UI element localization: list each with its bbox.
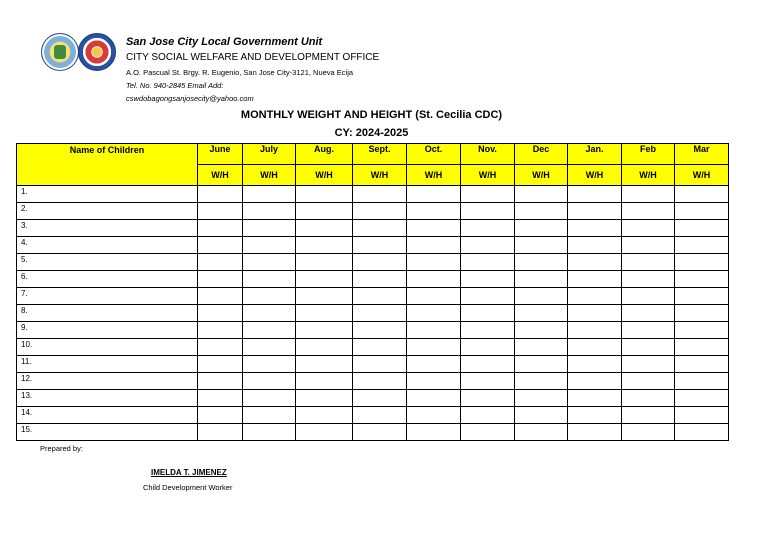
office-contact: Tel. No. 940-2845 Email Add: <box>126 81 224 90</box>
entry-cell[interactable] <box>243 237 296 254</box>
entry-cell[interactable] <box>568 186 622 203</box>
document-year: CY: 2024-2025 <box>334 127 409 139</box>
entry-cell[interactable] <box>515 373 568 390</box>
table-row <box>17 288 729 305</box>
entry-cell[interactable] <box>461 288 515 305</box>
row-number: 3. <box>17 220 198 237</box>
entry-cell[interactable] <box>407 322 461 339</box>
entry-cell[interactable] <box>353 424 407 441</box>
entry-cell[interactable] <box>407 356 461 373</box>
entry-cell[interactable] <box>622 390 675 407</box>
document-title: MONTHLY WEIGHT AND HEIGHT (St. Cecilia CDC) <box>240 109 503 121</box>
table-row <box>17 322 729 339</box>
row-number: 14. <box>17 407 198 424</box>
entry-cell[interactable] <box>296 186 353 203</box>
entry-cell[interactable] <box>296 220 353 237</box>
entry-cell[interactable] <box>243 322 296 339</box>
entry-cell[interactable] <box>198 203 243 220</box>
month-header-row <box>17 144 729 165</box>
entry-cell[interactable] <box>407 203 461 220</box>
month-header: July <box>243 144 296 165</box>
entry-cell[interactable] <box>622 203 675 220</box>
entry-cell[interactable] <box>622 339 675 356</box>
entry-cell[interactable] <box>515 305 568 322</box>
entry-cell[interactable] <box>461 339 515 356</box>
entry-cell[interactable] <box>407 220 461 237</box>
entry-cell[interactable] <box>198 305 243 322</box>
entry-cell[interactable] <box>296 322 353 339</box>
table-row <box>17 339 729 356</box>
entry-cell[interactable] <box>568 254 622 271</box>
entry-cell[interactable] <box>243 356 296 373</box>
entry-cell[interactable] <box>198 407 243 424</box>
entry-cell[interactable] <box>243 390 296 407</box>
entry-cell[interactable] <box>407 407 461 424</box>
entry-cell[interactable] <box>353 339 407 356</box>
month-header: Oct. <box>407 144 461 165</box>
city-seal-logo <box>41 33 79 71</box>
entry-cell[interactable] <box>515 288 568 305</box>
entry-cell[interactable] <box>198 339 243 356</box>
name-header: Name of Children <box>17 144 198 186</box>
entry-cell[interactable] <box>198 254 243 271</box>
entry-cell[interactable] <box>353 237 407 254</box>
row-number: 9. <box>17 322 198 339</box>
row-number: 11. <box>17 356 198 373</box>
wh-subheader: W/H <box>243 165 296 186</box>
entry-cell[interactable] <box>407 254 461 271</box>
entry-cell[interactable] <box>515 271 568 288</box>
entry-cell[interactable] <box>198 288 243 305</box>
entry-cell[interactable] <box>675 356 729 373</box>
entry-cell[interactable] <box>568 220 622 237</box>
entry-cell[interactable] <box>515 322 568 339</box>
entry-cell[interactable] <box>353 254 407 271</box>
table-row <box>17 424 729 441</box>
entry-cell[interactable] <box>243 339 296 356</box>
weight-height-table <box>16 143 729 441</box>
entry-cell[interactable] <box>296 356 353 373</box>
entry-cell[interactable] <box>198 373 243 390</box>
office-email: cswdobagongsanjosecity@yahoo.com <box>126 94 254 103</box>
entry-cell[interactable] <box>461 220 515 237</box>
cswdo-seal-logo <box>78 33 116 71</box>
row-number: 4. <box>17 237 198 254</box>
signatory-name: IMELDA T. JIMENEZ <box>151 468 227 477</box>
entry-cell[interactable] <box>675 339 729 356</box>
wh-subheader: W/H <box>296 165 353 186</box>
table-row <box>17 390 729 407</box>
entry-cell[interactable] <box>353 186 407 203</box>
row-number: 6. <box>17 271 198 288</box>
table-row <box>17 203 729 220</box>
entry-cell[interactable] <box>675 407 729 424</box>
table-row <box>17 356 729 373</box>
entry-cell[interactable] <box>568 407 622 424</box>
entry-cell[interactable] <box>461 373 515 390</box>
entry-cell[interactable] <box>461 203 515 220</box>
row-number: 8. <box>17 305 198 322</box>
entry-cell[interactable] <box>353 407 407 424</box>
entry-cell[interactable] <box>353 288 407 305</box>
entry-cell[interactable] <box>461 305 515 322</box>
row-number: 15. <box>17 424 198 441</box>
month-header: Mar <box>675 144 729 165</box>
entry-cell[interactable] <box>515 356 568 373</box>
entry-cell[interactable] <box>243 186 296 203</box>
month-header: Jan. <box>568 144 622 165</box>
month-header: June <box>198 144 243 165</box>
entry-cell[interactable] <box>296 339 353 356</box>
entry-cell[interactable] <box>407 186 461 203</box>
entry-cell[interactable] <box>353 271 407 288</box>
row-number: 10. <box>17 339 198 356</box>
entry-cell[interactable] <box>407 424 461 441</box>
entry-cell[interactable] <box>296 373 353 390</box>
signatory-role: Child Development Worker <box>143 483 233 492</box>
entry-cell[interactable] <box>568 356 622 373</box>
entry-cell[interactable] <box>243 203 296 220</box>
entry-cell[interactable] <box>198 220 243 237</box>
entry-cell[interactable] <box>515 237 568 254</box>
entry-cell[interactable] <box>353 356 407 373</box>
entry-cell[interactable] <box>461 390 515 407</box>
entry-cell[interactable] <box>296 271 353 288</box>
entry-cell[interactable] <box>622 288 675 305</box>
entry-cell[interactable] <box>296 237 353 254</box>
entry-cell[interactable] <box>675 186 729 203</box>
entry-cell[interactable] <box>675 220 729 237</box>
entry-cell[interactable] <box>568 373 622 390</box>
entry-cell[interactable] <box>568 322 622 339</box>
entry-cell[interactable] <box>622 186 675 203</box>
entry-cell[interactable] <box>353 390 407 407</box>
entry-cell[interactable] <box>461 237 515 254</box>
entry-cell[interactable] <box>622 237 675 254</box>
entry-cell[interactable] <box>198 186 243 203</box>
entry-cell[interactable] <box>198 390 243 407</box>
table-row <box>17 237 729 254</box>
table-row <box>17 186 729 203</box>
entry-cell[interactable] <box>461 322 515 339</box>
entry-cell[interactable] <box>243 407 296 424</box>
entry-cell[interactable] <box>407 271 461 288</box>
table-row <box>17 271 729 288</box>
entry-cell[interactable] <box>198 271 243 288</box>
entry-cell[interactable] <box>461 356 515 373</box>
wh-subheader: W/H <box>622 165 675 186</box>
entry-cell[interactable] <box>296 305 353 322</box>
month-header: Sept. <box>353 144 407 165</box>
entry-cell[interactable] <box>243 271 296 288</box>
wh-subheader: W/H <box>568 165 622 186</box>
entry-cell[interactable] <box>353 322 407 339</box>
entry-cell[interactable] <box>461 271 515 288</box>
entry-cell[interactable] <box>407 339 461 356</box>
entry-cell[interactable] <box>515 339 568 356</box>
entry-cell[interactable] <box>296 407 353 424</box>
entry-cell[interactable] <box>675 203 729 220</box>
entry-cell[interactable] <box>622 271 675 288</box>
table-row <box>17 373 729 390</box>
entry-cell[interactable] <box>296 424 353 441</box>
entry-cell[interactable] <box>198 424 243 441</box>
row-number: 5. <box>17 254 198 271</box>
entry-cell[interactable] <box>568 305 622 322</box>
wh-subheader: W/H <box>461 165 515 186</box>
table-row <box>17 254 729 271</box>
entry-cell[interactable] <box>243 305 296 322</box>
entry-cell[interactable] <box>568 339 622 356</box>
row-number: 13. <box>17 390 198 407</box>
entry-cell[interactable] <box>568 271 622 288</box>
entry-cell[interactable] <box>675 424 729 441</box>
entry-cell[interactable] <box>675 237 729 254</box>
entry-cell[interactable] <box>296 390 353 407</box>
entry-cell[interactable] <box>353 305 407 322</box>
prepared-by-label: Prepared by: <box>40 444 83 453</box>
entry-cell[interactable] <box>198 237 243 254</box>
entry-cell[interactable] <box>675 254 729 271</box>
entry-cell[interactable] <box>407 237 461 254</box>
entry-cell[interactable] <box>461 424 515 441</box>
entry-cell[interactable] <box>243 220 296 237</box>
entry-cell[interactable] <box>243 288 296 305</box>
wh-subheader: W/H <box>515 165 568 186</box>
office-address: A.O. Pascual St. Brgy. R. Eugenio, San Jose City-3121, Nueva Ecija <box>126 68 354 77</box>
org-name: San Jose City Local Government Unit <box>126 36 323 48</box>
entry-cell[interactable] <box>515 390 568 407</box>
month-header: Dec <box>515 144 568 165</box>
wh-subheader: W/H <box>675 165 729 186</box>
entry-cell[interactable] <box>622 305 675 322</box>
entry-cell[interactable] <box>568 424 622 441</box>
entry-cell[interactable] <box>622 254 675 271</box>
entry-cell[interactable] <box>675 322 729 339</box>
entry-cell[interactable] <box>622 407 675 424</box>
entry-cell[interactable] <box>243 254 296 271</box>
entry-cell[interactable] <box>568 390 622 407</box>
entry-cell[interactable] <box>515 254 568 271</box>
entry-cell[interactable] <box>515 220 568 237</box>
entry-cell[interactable] <box>622 424 675 441</box>
entry-cell[interactable] <box>622 373 675 390</box>
wh-subheader: W/H <box>353 165 407 186</box>
entry-cell[interactable] <box>243 424 296 441</box>
table-row <box>17 220 729 237</box>
entry-cell[interactable] <box>296 203 353 220</box>
wh-subheader: W/H <box>198 165 243 186</box>
wh-subheader: W/H <box>407 165 461 186</box>
table-body <box>17 186 729 441</box>
entry-cell[interactable] <box>568 203 622 220</box>
entry-cell[interactable] <box>353 373 407 390</box>
entry-cell[interactable] <box>353 203 407 220</box>
month-header: Nov. <box>461 144 515 165</box>
entry-cell[interactable] <box>407 305 461 322</box>
entry-cell[interactable] <box>622 322 675 339</box>
entry-cell[interactable] <box>568 237 622 254</box>
entry-cell[interactable] <box>675 288 729 305</box>
entry-cell[interactable] <box>675 305 729 322</box>
row-number: 1. <box>17 186 198 203</box>
entry-cell[interactable] <box>407 288 461 305</box>
entry-cell[interactable] <box>461 407 515 424</box>
entry-cell[interactable] <box>515 407 568 424</box>
month-header: Aug. <box>296 144 353 165</box>
entry-cell[interactable] <box>198 356 243 373</box>
entry-cell[interactable] <box>461 254 515 271</box>
entry-cell[interactable] <box>675 390 729 407</box>
entry-cell[interactable] <box>296 288 353 305</box>
entry-cell[interactable] <box>461 186 515 203</box>
row-number: 2. <box>17 203 198 220</box>
entry-cell[interactable] <box>243 373 296 390</box>
row-number: 12. <box>17 373 198 390</box>
entry-cell[interactable] <box>515 186 568 203</box>
table-row <box>17 407 729 424</box>
entry-cell[interactable] <box>407 373 461 390</box>
month-header: Feb <box>622 144 675 165</box>
table-row <box>17 305 729 322</box>
entry-cell[interactable] <box>198 322 243 339</box>
entry-cell[interactable] <box>296 254 353 271</box>
entry-cell[interactable] <box>515 203 568 220</box>
entry-cell[interactable] <box>622 356 675 373</box>
office-name: CITY SOCIAL WELFARE AND DEVELOPMENT OFFICE <box>126 52 380 63</box>
entry-cell[interactable] <box>568 288 622 305</box>
entry-cell[interactable] <box>622 220 675 237</box>
entry-cell[interactable] <box>515 424 568 441</box>
entry-cell[interactable] <box>407 390 461 407</box>
row-number: 7. <box>17 288 198 305</box>
entry-cell[interactable] <box>675 271 729 288</box>
entry-cell[interactable] <box>353 220 407 237</box>
entry-cell[interactable] <box>675 373 729 390</box>
